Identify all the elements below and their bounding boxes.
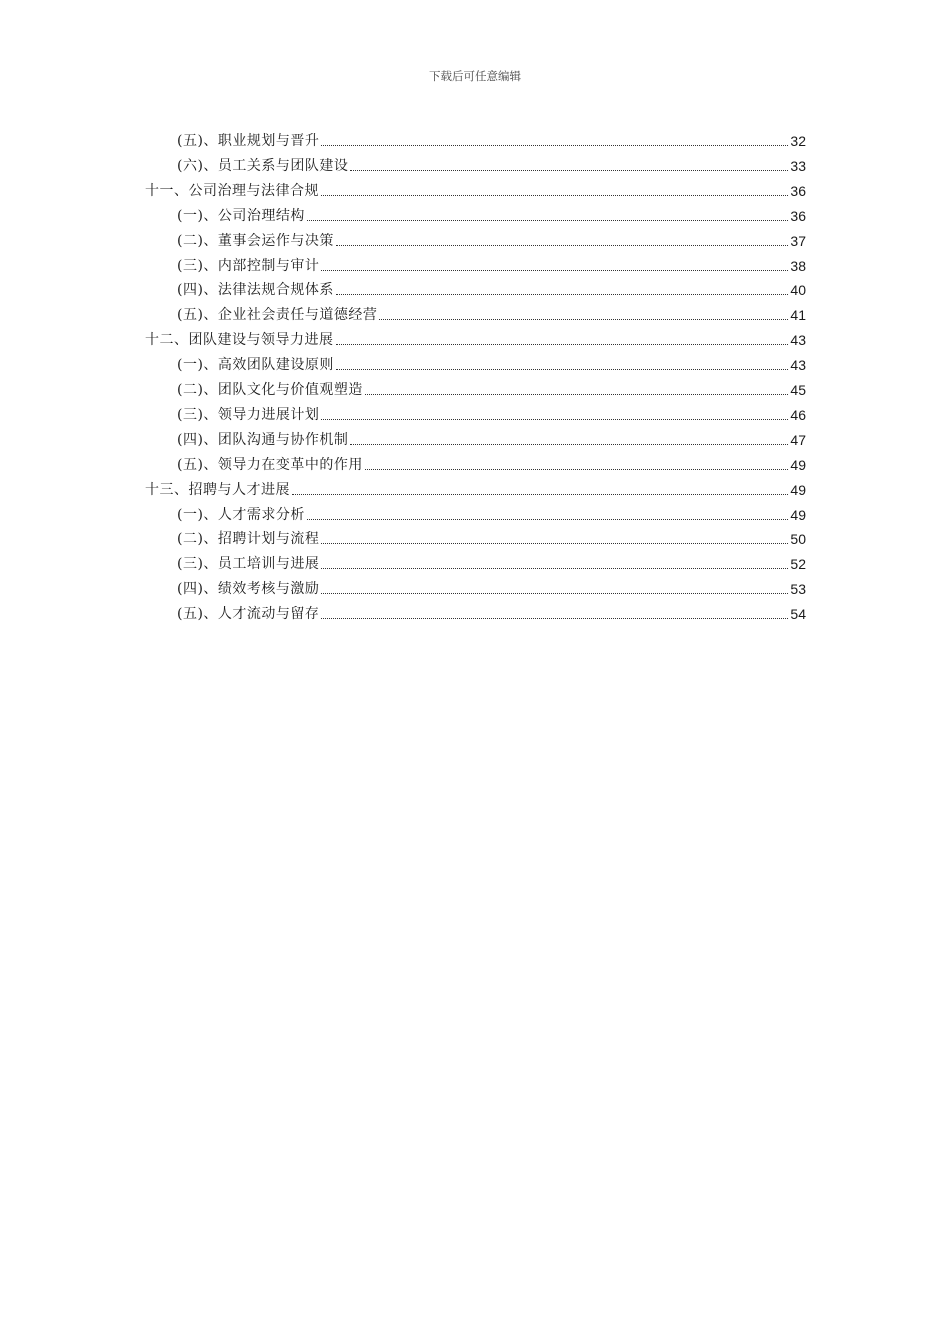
toc-dot-leader <box>321 270 788 271</box>
toc-page-number: 38 <box>790 257 806 274</box>
toc-section-entry[interactable] <box>177 500 806 524</box>
toc-chapter-entry[interactable] <box>145 475 806 499</box>
toc-dot-leader <box>307 519 788 520</box>
toc-dot-leader <box>365 394 788 395</box>
toc-dot-leader <box>379 319 788 320</box>
toc-page-number: 36 <box>790 182 806 199</box>
toc-entry-label: (一)、人才需求分析 <box>177 506 305 523</box>
toc-entry-label: (四)、绩效考核与激励 <box>177 581 320 598</box>
toc-dot-leader <box>321 195 788 196</box>
toc-page-number: 47 <box>790 431 806 448</box>
toc-page-number: 54 <box>790 606 806 623</box>
toc-entry-label: 十一、公司治理与法律合规 <box>145 182 319 199</box>
toc-entry-label: (一)、公司治理结构 <box>177 207 305 224</box>
toc-entry-label: (二)、董事会运作与决策 <box>177 232 334 249</box>
toc-section-entry[interactable] <box>177 425 806 449</box>
page-header: 下载后可任意编辑 <box>429 69 521 83</box>
toc-dot-leader <box>350 170 788 171</box>
toc-entry-label: (二)、团队文化与价值观塑造 <box>177 382 363 398</box>
toc-entry-label: (三)、领导力进展计划 <box>177 406 320 423</box>
toc-entry-label: (六)、员工关系与团队建设 <box>177 157 349 174</box>
toc-page-number: 49 <box>790 506 806 523</box>
toc-section-entry[interactable] <box>177 126 806 150</box>
toc-dot-leader <box>321 618 788 619</box>
toc-page-number: 36 <box>790 207 806 224</box>
toc-entry-label: (五)、企业社会责任与道德经营 <box>177 307 378 324</box>
toc-chapter-entry[interactable] <box>145 325 806 349</box>
toc-section-entry[interactable] <box>177 226 806 250</box>
toc-page-number: 52 <box>790 556 806 573</box>
toc-dot-leader <box>321 593 788 594</box>
toc-section-entry[interactable] <box>177 574 806 598</box>
toc-page-number: 41 <box>790 307 806 324</box>
toc-section-entry[interactable] <box>177 350 806 374</box>
toc-page-number: 43 <box>790 332 806 349</box>
toc-entry-label: (三)、员工培训与进展 <box>177 556 320 573</box>
toc-section-entry[interactable] <box>177 375 806 399</box>
toc-page-number: 32 <box>790 133 806 149</box>
toc-section-entry[interactable] <box>177 400 806 424</box>
toc-entry-label: (四)、团队沟通与协作机制 <box>177 431 349 448</box>
toc-entry-label: (二)、招聘计划与流程 <box>177 531 320 548</box>
toc-dot-leader <box>365 469 788 470</box>
toc-page-number: 33 <box>790 157 806 174</box>
toc-dot-leader <box>336 245 788 246</box>
toc-entry-label: 十二、团队建设与领导力进展 <box>145 332 334 349</box>
toc-chapter-entry[interactable] <box>145 176 806 200</box>
toc-dot-leader <box>336 369 788 370</box>
toc-dot-leader <box>321 568 788 569</box>
toc-section-entry[interactable] <box>177 151 806 175</box>
toc-section-entry[interactable] <box>177 275 806 299</box>
toc-page-number: 40 <box>790 282 806 299</box>
toc-page-number: 45 <box>790 382 806 398</box>
toc-entry-label: (四)、法律法规合规体系 <box>177 282 334 299</box>
toc-page-number: 43 <box>790 357 806 374</box>
toc-entry-label: (三)、内部控制与审计 <box>177 257 320 274</box>
toc-page-number: 37 <box>790 232 806 249</box>
toc-dot-leader <box>321 419 788 420</box>
toc-entry-label: (一)、高效团队建设原则 <box>177 357 334 374</box>
toc-page-number: 46 <box>790 406 806 423</box>
toc-dot-leader <box>321 543 788 544</box>
toc-section-entry[interactable] <box>177 300 806 324</box>
toc-page-number: 50 <box>790 531 806 548</box>
toc-page-number: 53 <box>790 581 806 598</box>
toc-dot-leader <box>336 344 789 345</box>
toc-dot-leader <box>321 145 788 146</box>
toc-section-entry[interactable] <box>177 524 806 548</box>
toc-dot-leader <box>292 494 788 495</box>
toc-section-entry[interactable] <box>177 251 806 275</box>
toc-entry-label: (五)、领导力在变革中的作用 <box>177 456 363 473</box>
toc-entry-label: 十三、招聘与人才进展 <box>145 481 290 498</box>
toc-dot-leader <box>350 444 788 445</box>
toc-page-number: 49 <box>790 456 806 473</box>
toc-dot-leader <box>307 220 788 221</box>
toc-dot-leader <box>336 294 788 295</box>
toc-section-entry[interactable] <box>177 450 806 474</box>
toc-section-entry[interactable] <box>177 599 806 623</box>
toc-section-entry[interactable] <box>177 201 806 225</box>
toc-entry-label: (五)、人才流动与留存 <box>177 606 320 623</box>
toc-entry-label: (五)、职业规划与晋升 <box>177 133 320 149</box>
toc-page-number: 49 <box>790 481 806 498</box>
toc-section-entry[interactable] <box>177 549 806 573</box>
